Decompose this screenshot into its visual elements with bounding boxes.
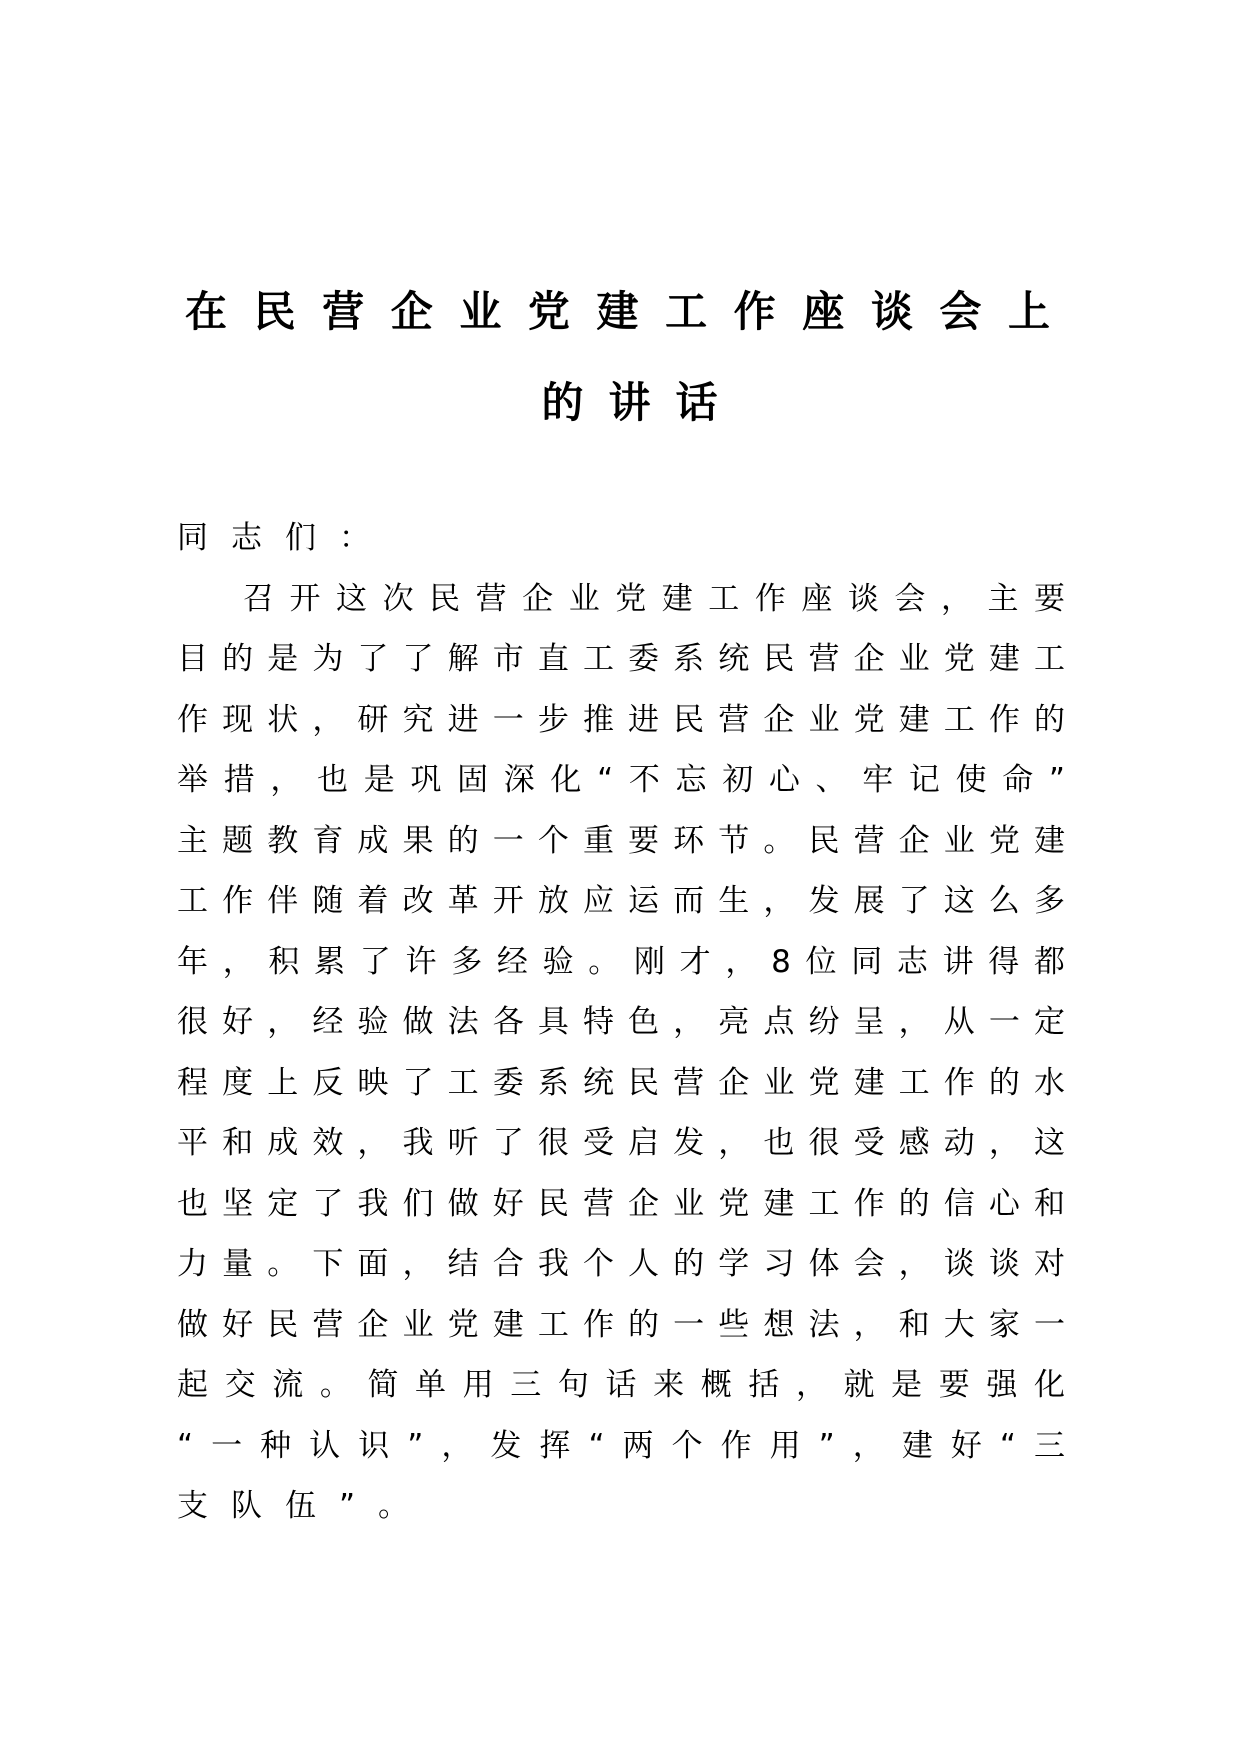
- paragraph-line: 举措，也是巩固深化“不忘初心、牢记使命”: [177, 762, 1065, 798]
- paragraph-line: 作现状，研究进一步推进民营企业党建工作的: [177, 701, 1065, 738]
- paragraph-line: 召开这次民营企业党建工作座谈会，主要: [243, 580, 1065, 617]
- paragraph-line: 很好，经验做法各具特色，亮点纷呈，从一定: [177, 1004, 1065, 1040]
- paragraph-line: 力量。下面，结合我个人的学习体会，谈谈对: [177, 1246, 1065, 1282]
- salutation: 同志们：: [177, 520, 393, 556]
- document-title-line-1: 在民营企业党建工作座谈会上: [185, 287, 1050, 336]
- paragraph-line: 主题教育成果的一个重要环节。民营企业党建: [177, 822, 1065, 859]
- paragraph-line: 也坚定了我们做好民营企业党建工作的信心和: [177, 1185, 1065, 1222]
- paragraph-line: 做好民营企业党建工作的一些想法，和大家一: [177, 1306, 1065, 1343]
- paragraph-line: 支队伍”。: [177, 1488, 433, 1524]
- paragraph-line: 工作伴随着改革开放应运而生，发展了这么多: [177, 883, 1065, 919]
- document-body: [177, 508, 1065, 1537]
- paragraph-line: 程度上反映了工委系统民营企业党建工作的水: [177, 1064, 1065, 1101]
- paragraph-line: 年，积累了许多经验。刚才，8位同志讲得都: [177, 943, 1065, 980]
- paragraph-line: 起交流。简单用三句话来概括，就是要强化: [177, 1367, 1065, 1403]
- paragraph-line: “一种认识”，发挥“两个作用”，建好“三: [177, 1427, 1065, 1464]
- paragraph-line: 目的是为了了解市直工委系统民营企业党建工: [177, 641, 1065, 677]
- document-title-line-2: 的讲话: [541, 378, 743, 427]
- paragraph-line: 平和成效，我听了很受启发，也很受感动，这: [177, 1125, 1065, 1161]
